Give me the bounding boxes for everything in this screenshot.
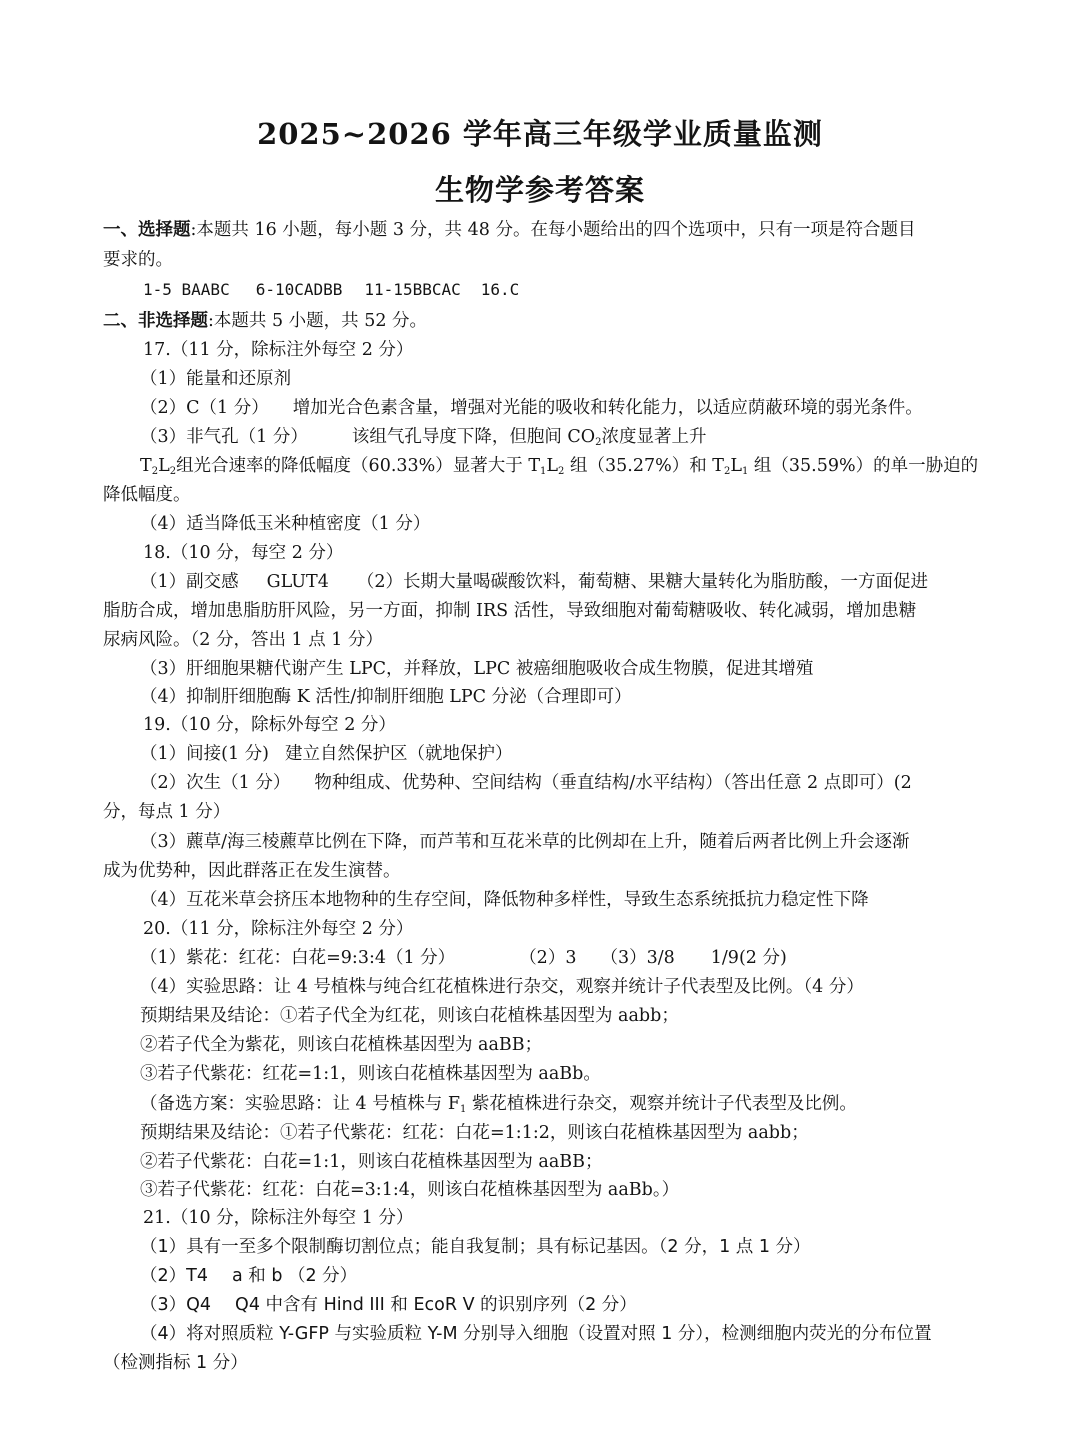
page-subtitle: 生物学参考答案: [434, 173, 645, 207]
t2l1-sub-a: 2: [723, 466, 731, 477]
q20-alt-text-end: 紫花植株进行杂交，观察并统计子代表型及比例。: [466, 1094, 857, 1114]
q17-answer-4: （4）适当降低玉米种植密度（1 分）: [140, 514, 431, 534]
t1l2-sub-a: 1: [540, 466, 547, 477]
t1l2-sub-b: 2: [558, 466, 565, 477]
q19-answer-3-cont: 成为优势种，因此群落正在发生演替。: [103, 861, 401, 881]
q20-answers-1-3: [140, 946, 787, 970]
q21-a2-label: （2）T4: [140, 1266, 208, 1286]
section1-intro-text: :本题共 16 小题，每小题 3 分，共 48 分。在每小题给出的四个选项中，只有一项是符合题目: [190, 220, 916, 240]
q18-answer-2-cont2: 尿病风险。（2 分，答出 1 点 1 分）: [103, 630, 383, 650]
q18-answer-3: （3）肝细胞果糖代谢产生 LPC，并释放，LPC 被癌细胞吸收合成生物膜，促进其增殖: [140, 659, 814, 679]
q21-answer-1: （1）具有一至多个限制酶切割位点；能自我复制；具有标记基因。（2 分，1 点 1 分）: [140, 1237, 811, 1257]
q20-alt-result-1: 预期结果及结论：①若子代紫花：红花：白花=1:1:2，则该白花植株基因型为 aabb；: [140, 1123, 809, 1143]
section1-intro: [103, 218, 915, 242]
q20-alt-result-2: ②若子代紫花：白花=1:1，则该白花植株基因型为 aaBB；: [140, 1152, 603, 1172]
q17-analysis-cont: 降低幅度。: [103, 485, 191, 505]
q17-analysis: [140, 454, 978, 478]
q18-answer-4: （4）抑制肝细胞酶 K 活性/抑制肝细胞 LPC 分泌（合理即可）: [140, 687, 632, 707]
q20-alt-text: （备选方案：实验思路：让 4 号植株与 F: [140, 1094, 460, 1114]
section2-intro-text: :本题共 5 小题，共 52 分。: [208, 311, 428, 331]
section1-heading: 一、选择题: [103, 220, 191, 240]
t2l2-sub-a: 2: [151, 466, 159, 477]
q21-a2-text: a 和 b （2 分）: [231, 1266, 358, 1286]
q18-a2-text: （2）长期大量喝碳酸饮料，葡萄糖、果糖大量转化为脂肪酸，一方面促进: [356, 572, 928, 592]
q17-a3-text: 该组气孔导度下降，但胞间 CO: [351, 427, 596, 447]
q19-answer-3: （3）藨草/海三棱藨草比例在下降，而芦苇和互花米草的比例却在上升，随着后两者比例上升会逐渐: [140, 832, 910, 852]
q20-head: 20.（11 分，除标注外每空 2 分）: [143, 919, 414, 939]
q19-head: 19.（10 分，除标外每空 2 分）: [143, 715, 396, 735]
choice-answers: [143, 278, 519, 302]
answers-6-10: 6-10CADBB: [255, 280, 343, 299]
q17-answer-3: [140, 425, 707, 449]
t2l2-label: T: [140, 456, 152, 476]
t2l1-label: T: [712, 456, 724, 476]
f1-subscript: 1: [459, 1104, 467, 1115]
section1-intro-cont: 要求的。: [103, 250, 173, 270]
q20-result-2: ②若子代全为紫花，则该白花植株基因型为 aaBB；: [140, 1035, 543, 1055]
q20-alternative: [140, 1092, 857, 1116]
t2l2-L: L: [158, 456, 170, 476]
q21-answer-4-cont: （检测指标 1 分）: [103, 1353, 248, 1373]
q18-answer-2-cont1: 脂肪合成，增加患脂肪肝风险，另一方面，抑制 IRS 活性，导致细胞对葡萄糖吸收、转化减弱，增加患糖: [103, 601, 917, 621]
q20-result-1: 预期结果及结论：①若子代全为红花，则该白花植株基因型为 aabb；: [140, 1006, 679, 1026]
q20-answer-4: （4）实验思路：让 4 号植株与纯合红花植株进行杂交，观察并统计子代表型及比例。（4 分）: [140, 977, 864, 997]
q19-a2-text: 物种组成、优势种、空间结构（垂直结构/水平结构）（答出任意 2 点即可）(2: [314, 773, 912, 793]
q17-a2-label: （2）C（1 分）: [140, 398, 269, 418]
q21-a3-text: Q4 中含有 Hind III 和 EcoR V 的识别序列（2 分）: [235, 1295, 637, 1315]
t2l2-sub-b: 2: [169, 466, 177, 477]
q21-answer-3: [140, 1293, 637, 1317]
q20-a2: （2）3: [519, 948, 577, 968]
t1l2-label: T: [528, 456, 541, 476]
q17-analysis-text-1: 组光合速率的降低幅度（60.33%）显著大于: [176, 456, 529, 476]
t2l1-sub-b: 1: [741, 466, 749, 477]
answers-11-15: 11-15BBCAC: [364, 280, 461, 299]
t2l1-L: L: [730, 456, 742, 476]
section2-intro: [103, 309, 427, 333]
q19-answer-2: [140, 771, 912, 795]
q18-head: 18.（10 分，每空 2 分）: [143, 543, 344, 563]
answers-1-5: 1-5 BAABC: [143, 280, 230, 299]
co2-subscript: 2: [595, 437, 602, 448]
q21-head: 21.（10 分，除标注外每空 1 分）: [143, 1208, 414, 1228]
q17-analysis-text-3: 组（35.59%）的单一胁迫的: [748, 456, 979, 476]
q19-answer-1: [140, 742, 513, 766]
q19-a1-label: （1）间接(1 分): [140, 744, 269, 764]
q21-a3-label: （3）Q4: [140, 1295, 212, 1315]
section2-heading: 二、非选择题: [103, 311, 208, 331]
q19-answer-4: （4）互花米草会挤压本地物种的生存空间，降低物种多样性，导致生态系统抵抗力稳定性下降: [140, 890, 869, 910]
q18-a1-text: GLUT4: [266, 572, 329, 592]
q18-answer-1-2: [140, 570, 928, 594]
t1l2-L: L: [546, 456, 559, 476]
q17-analysis-text-2: 组（35.27%）和: [564, 456, 713, 476]
q20-a3-label: （3）3/8: [600, 948, 675, 968]
q17-a3-label: （3）非气孔（1 分）: [140, 427, 308, 447]
page-title: 2025~2026 学年高三年级学业质量监测: [257, 117, 823, 151]
q20-result-3: ③若子代紫花：红花=1:1，则该白花植株基因型为 aaBb。: [140, 1064, 601, 1084]
q19-a2-label: （2）次生（1 分）: [140, 773, 291, 793]
q21-answer-4: （4）将对照质粒 Y-GFP 与实验质粒 Y-M 分别导入细胞（设置对照 1 分），检测细胞内荧光的分布位置: [140, 1324, 932, 1344]
q17-head: 17.（11 分，除标注外每空 2 分）: [143, 340, 414, 360]
q19-a1-text: 建立自然保护区（就地保护）: [285, 744, 513, 764]
answers-16: 16.C: [480, 280, 520, 299]
q17-answer-1: （1）能量和还原剂: [140, 369, 292, 389]
q20-a3-text: 1/9(2 分): [710, 948, 787, 968]
q20-a1: （1）紫花：红花：白花=9:3:4（1 分）: [140, 948, 456, 968]
q18-a1-label: （1）副交感: [140, 572, 239, 592]
q17-a2-text: 增加光合色素含量，增强对光能的吸收和转化能力，以适应荫蔽环境的弱光条件。: [292, 398, 923, 418]
q19-answer-2-cont: 分，每点 1 分）: [103, 802, 231, 822]
q17-answer-2: [140, 396, 923, 420]
q17-a3-text-end: 浓度显著上升: [601, 427, 707, 447]
q21-answer-2: [140, 1264, 357, 1288]
q20-alt-result-3: ③若子代紫花：红花：白花=3:1:4，则该白花植株基因型为 aaBb。）: [140, 1180, 680, 1200]
